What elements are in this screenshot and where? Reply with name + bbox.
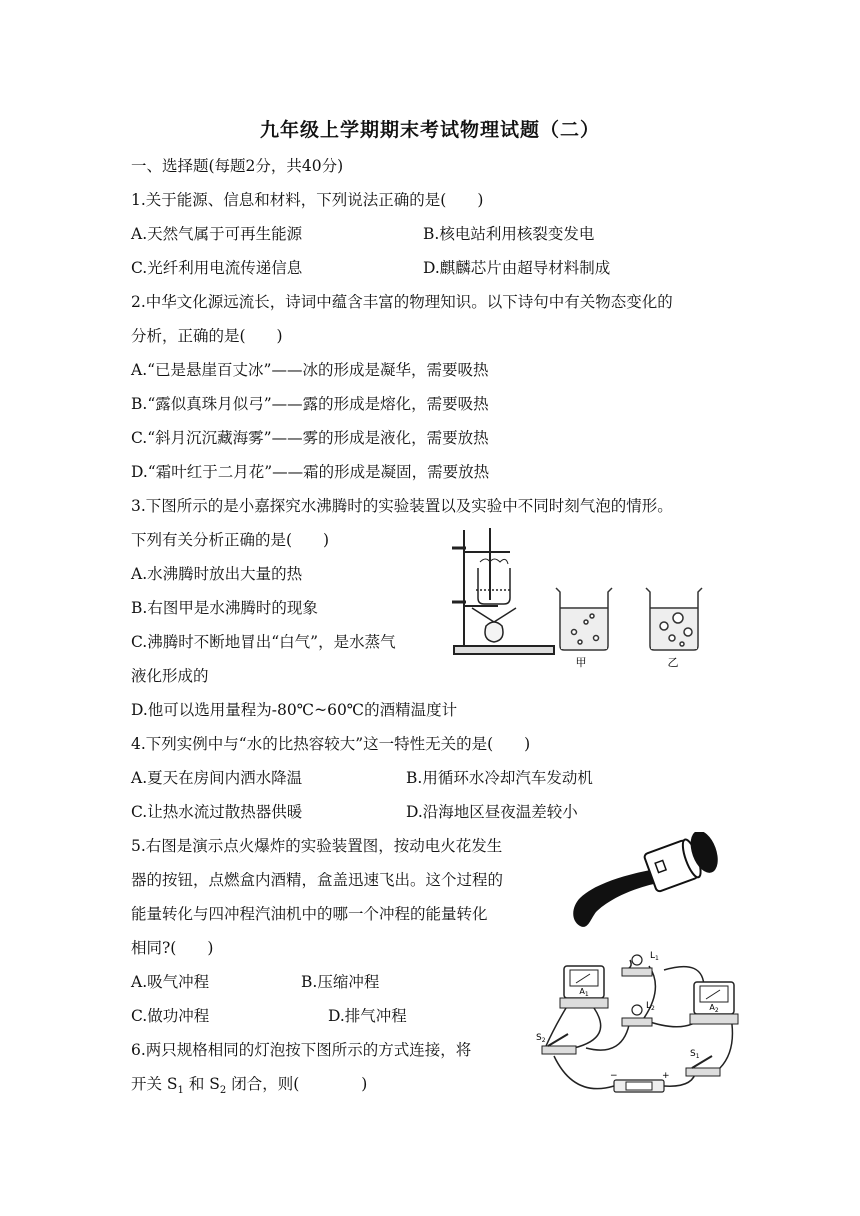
label-jia: 甲 [575,656,587,669]
q6-sub-1: 1 [177,1085,184,1097]
svg-text:S2: $S_2$ [536,1033,546,1044]
q5-option-d: D.排气冲程 [328,1007,407,1025]
q4-stem: 4.下列实例中与“水的比热容较大”这一特性无关的是( ) [131,735,531,753]
svg-text:A1: $A_1$ [579,987,589,998]
label-yi: 乙 [667,656,679,669]
q5-stem-line2: 器的按钮，点燃盒内酒精，盒盖迅速飞出。这个过程的 [131,871,504,889]
q3-stem-line1: 3.下图所示的是小嘉探究水沸腾时的实验装置以及实验中不同时刻气泡的情形。 [131,497,673,515]
q6-text-part1: 开关 S [131,1075,178,1093]
battery [610,1071,670,1092]
ammeter-a1 [560,966,608,1008]
q3-option-c-line1: C.沸腾时不断地冒出“白气”，是水蒸气 [131,633,396,651]
alcohol-lamp [485,622,503,642]
svg-text:L2: $L_2$ [646,1001,655,1012]
ignition-box [642,832,723,892]
q2-stem-line2: 分析，正确的是( ) [131,327,283,345]
ammeter-a2 [690,982,738,1024]
beaker-jia [556,588,612,650]
lamp-l2 [622,1001,655,1026]
q2-option-b: B.“露似真珠月似弓”——露的形成是熔化，需要吸热 [131,395,489,413]
q1-option-b: B.核电站利用核裂变发电 [423,225,595,243]
q4-option-a: A.夏天在房间内洒水降温 [131,769,303,787]
q5-ignition-device-figure [566,832,726,937]
svg-text:L1: $L_1$ [650,951,659,962]
svg-text:−: − [610,1071,618,1081]
q1-option-a: A.天然气属于可再生能源 [131,225,303,243]
q6-text-part3: 闭合，则( ) [226,1075,368,1093]
q4-option-b: B.用循环水冷却汽车发动机 [406,769,593,787]
q6-text-part2: 和 S [183,1075,220,1093]
q2-option-d: D.“霜叶红于二月花”——霜的形成是凝固，需要放热 [131,463,490,481]
q3-option-a: A.水沸腾时放出大量的热 [131,565,303,583]
q1-option-c: C.光纤利用电流传递信息 [131,259,303,277]
heating-beaker [472,559,516,622]
switch-s1 [686,1049,720,1076]
q2-option-a: A.“已是悬崖百丈冰”——冰的形成是凝华，需要吸热 [131,361,489,379]
q5-stem-line1: 5.右图是演示点火爆炸的实验装置图，按动电火花发生 [131,837,503,855]
q3-option-c-line2: 液化形成的 [131,667,209,685]
q5-option-b: B.压缩冲程 [301,973,380,991]
svg-text:+: + [662,1071,670,1081]
beaker-yi [646,588,702,650]
svg-text:A2: $A_2$ [709,1003,719,1014]
svg-text:S1: $S_1$ [690,1049,700,1060]
page-title: 九年级上学期期末考试物理试题（二） [259,119,600,141]
q6-stem-line1: 6.两只规格相同的灯泡按下图所示的方式连接，将 [131,1041,472,1059]
section-heading: 一、选择题(每题2分，共40分) [131,157,344,175]
q5-stem-line3: 能量转化与四冲程汽油机中的哪一个冲程的能量转化 [131,905,488,923]
q6-sub-2: 2 [219,1085,227,1097]
cable [573,868,664,927]
q1-option-d: D.麒麟芯片由超导材料制成 [423,259,611,277]
q6-circuit-figure [534,948,744,1098]
q1-stem: 1.关于能源、信息和材料，下列说法正确的是( ) [131,191,484,209]
q2-option-c: C.“斜月沉沉藏海雾”——雾的形成是液化，需要放热 [131,429,489,447]
q3-stem-line2: 下列有关分析正确的是( ) [131,531,330,549]
q5-stem-line4: 相同?( ) [131,939,214,957]
q6-stem-line2 [131,1074,367,1101]
q3-boiling-apparatus-figure [450,522,730,672]
q5-option-c: C.做功冲程 [131,1007,210,1025]
q4-option-c: C.让热水流过散热器供暖 [131,803,303,821]
q3-option-d: D.他可以选用量程为-80℃~60℃的酒精温度计 [131,701,458,719]
q2-stem-line1: 2.中华文化源远流长，诗词中蕴含丰富的物理知识。以下诗句中有关物态变化的 [131,293,673,311]
q4-option-d: D.沿海地区昼夜温差较小 [406,803,578,821]
q3-option-b: B.右图甲是水沸腾时的现象 [131,599,318,617]
q5-option-a: A.吸气冲程 [131,973,210,991]
switch-s2 [536,1033,576,1054]
lamp-l1 [622,951,659,976]
